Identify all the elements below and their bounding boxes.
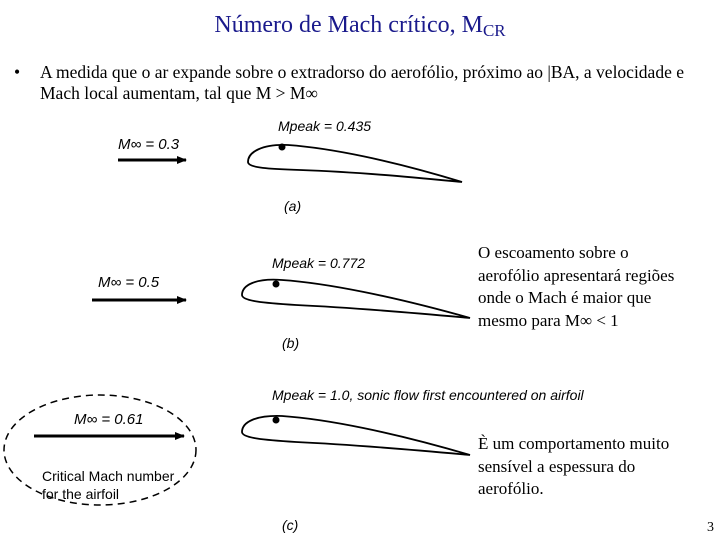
title-subscript: CR bbox=[482, 21, 506, 40]
panel-b-freestream-label: M∞ = 0.5 bbox=[98, 274, 160, 291]
panel-c-caption: (c) bbox=[282, 517, 299, 533]
panel-a-freestream-label: M∞ = 0.3 bbox=[118, 136, 180, 153]
panel-c-peak-label: Mpeak = 1.0, sonic flow first encountered on airfoil bbox=[272, 387, 584, 403]
critical-mach-label-line2: for the airfoil bbox=[42, 486, 120, 502]
panel-a-peak-point bbox=[279, 144, 286, 151]
panel-a-airfoil bbox=[248, 145, 462, 182]
title-main: Número de Mach crítico, M bbox=[214, 12, 483, 38]
panel-a bbox=[118, 118, 462, 214]
panel-a-caption: (a) bbox=[284, 198, 302, 214]
bullet-symbol: • bbox=[14, 62, 21, 82]
bullet-text: A medida que o ar expande sobre o extradorso do aerofólio, próximo ao |BA, a velocidade e Mach local aumentam, tal que M > M∞ bbox=[40, 62, 684, 103]
panel-b-peak-point bbox=[273, 281, 280, 288]
panel-a-peak-label: Mpeak = 0.435 bbox=[278, 118, 372, 134]
panel-b-caption: (b) bbox=[282, 335, 300, 351]
critical-mach-label-line1: Critical Mach number bbox=[42, 468, 175, 484]
note-thickness-sensitivity: È um comportamento muito sensível a espessura do aerofólio. bbox=[478, 434, 670, 498]
panel-c-freestream-label: M∞ = 0.61 bbox=[74, 411, 144, 428]
panel-c-peak-point bbox=[273, 417, 280, 424]
note-supersonic-regions: O escoamento sobre o aerofólio apresentará regiões onde o Mach é maior que mesmo para M∞ < 1 bbox=[478, 243, 675, 330]
panel-b bbox=[92, 255, 470, 351]
page-number: 3 bbox=[707, 520, 714, 535]
panel-b-peak-label: Mpeak = 0.772 bbox=[272, 255, 366, 271]
